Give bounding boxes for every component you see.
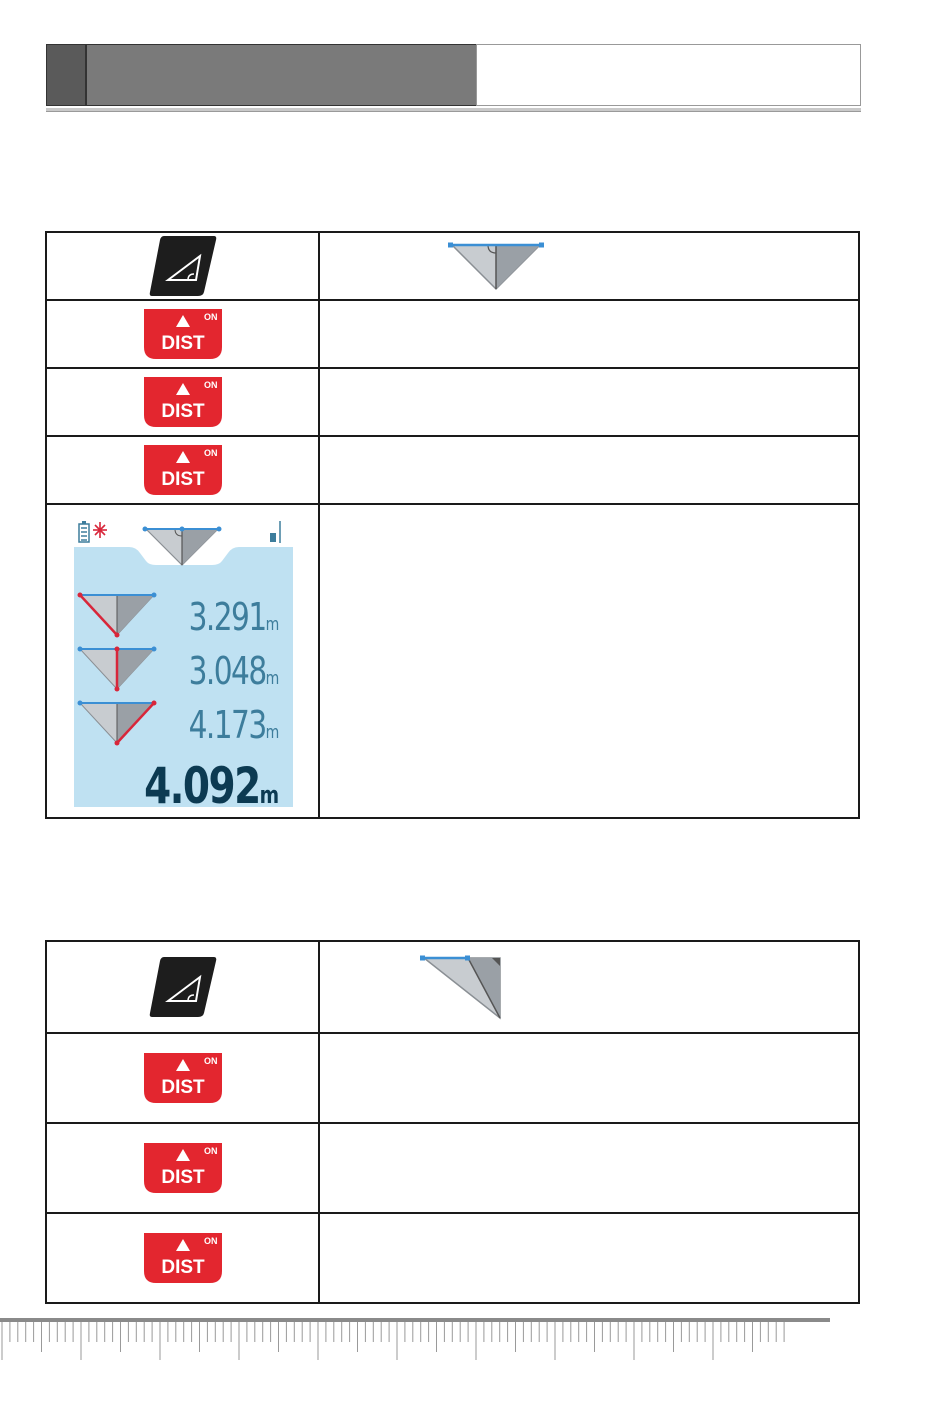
step-desc-cell (319, 1213, 859, 1303)
dist-button-label: DIST (160, 1167, 205, 1188)
lcd-reading-1 (188, 595, 279, 639)
table-row (46, 436, 859, 504)
lcd-unit: m (265, 668, 279, 689)
table-row (46, 1213, 859, 1303)
measure-side-2-icon (76, 645, 158, 693)
step-desc-cell (319, 300, 859, 368)
header-tab-marker (46, 44, 86, 106)
dist-button-on-label: ON (203, 1056, 217, 1066)
step-desc-cell (319, 941, 859, 1033)
procedure-table-2 (45, 940, 860, 1304)
partial-pythagoras-icon (420, 954, 506, 1022)
lcd-reading-2 (188, 649, 279, 693)
section-header (46, 44, 860, 106)
header-title-bar (86, 44, 478, 106)
triangle-measure-icon[interactable] (148, 955, 218, 1019)
dist-button-on-label: ON (203, 448, 217, 458)
step-key-cell (46, 300, 319, 368)
dist-button-label: DIST (160, 333, 205, 354)
table-row (46, 232, 859, 300)
step-desc-cell (319, 1123, 859, 1213)
measure-side-3-icon (76, 699, 158, 747)
lcd-cell (46, 504, 319, 818)
step-key-cell (46, 1033, 319, 1123)
dist-button-icon[interactable] (142, 375, 224, 429)
lcd-reading-3 (188, 703, 279, 747)
double-pythagoras-icon (448, 241, 544, 293)
dist-button-label: DIST (160, 401, 205, 422)
dist-button-icon[interactable] (142, 307, 224, 361)
step-desc-cell (319, 436, 859, 504)
step-key-cell (46, 232, 319, 300)
table-row (46, 941, 859, 1033)
lcd-reading-2-value: 3.048 (188, 649, 266, 693)
dist-button-icon[interactable] (142, 1231, 224, 1285)
dist-button-icon[interactable] (142, 1051, 224, 1105)
lcd-unit: m (265, 614, 279, 635)
procedure-table-1 (45, 231, 860, 819)
step-key-cell (46, 436, 319, 504)
measure-side-1-icon (76, 591, 158, 639)
dist-button-label: DIST (160, 1257, 205, 1278)
step-desc-cell (319, 1033, 859, 1123)
lcd-reading-3-value: 4.173 (188, 703, 266, 747)
dist-button-on-label: ON (203, 1146, 217, 1156)
table-row (46, 300, 859, 368)
step-key-cell (46, 368, 319, 436)
lcd-display (74, 517, 293, 807)
dist-button-on-label: ON (203, 1236, 217, 1246)
table-row (46, 368, 859, 436)
dist-button-icon[interactable] (142, 443, 224, 497)
step-key-cell (46, 941, 319, 1033)
step-key-cell (46, 1213, 319, 1303)
dist-button-icon[interactable] (142, 1141, 224, 1195)
dist-button-label: DIST (160, 1077, 205, 1098)
lcd-result-value: 4.092 (143, 757, 260, 807)
header-blank-box (476, 44, 861, 106)
table-row (46, 1123, 859, 1213)
step-key-cell (46, 1123, 319, 1213)
dist-button-on-label: ON (203, 312, 217, 322)
lcd-unit: m (265, 722, 279, 743)
table-row (46, 504, 859, 818)
header-divider (46, 108, 861, 112)
lcd-status-bar (74, 517, 293, 587)
lcd-result (144, 757, 279, 807)
triangle-measure-icon[interactable] (148, 234, 218, 298)
dist-button-label: DIST (160, 469, 205, 490)
step-desc-cell (319, 232, 859, 300)
table-row (46, 1033, 859, 1123)
lcd-reading-1-value: 3.291 (188, 595, 266, 639)
step-desc-cell (319, 504, 859, 818)
dist-button-on-label: ON (203, 380, 217, 390)
page-ruler (0, 1316, 830, 1360)
step-desc-cell (319, 368, 859, 436)
lcd-unit: m (259, 781, 279, 807)
